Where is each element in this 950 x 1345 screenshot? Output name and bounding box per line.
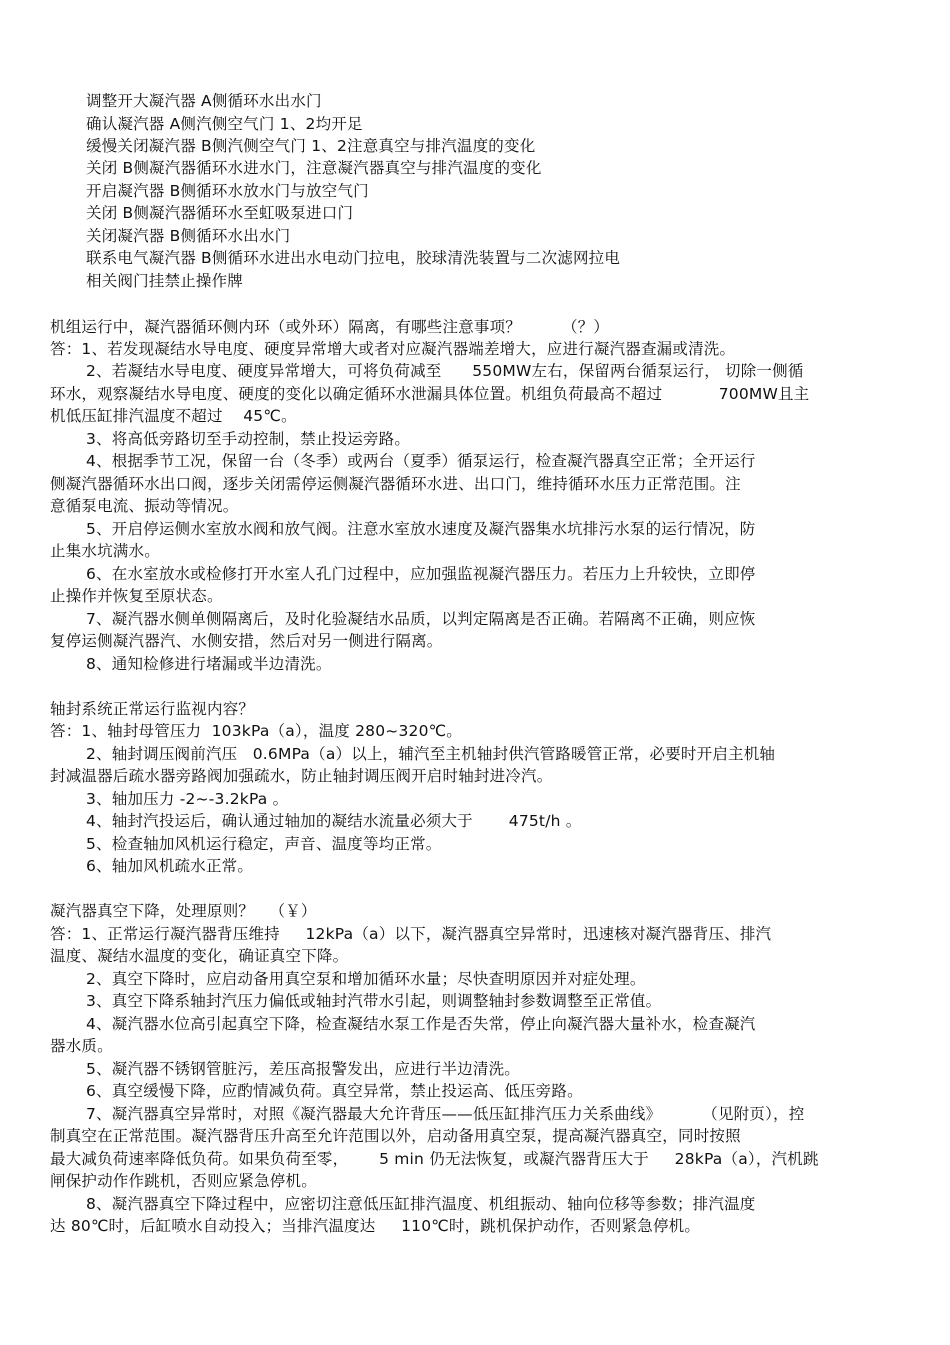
- text-line: 确认凝汽器 A侧汽侧空气门 1、2均开足: [86, 115, 363, 133]
- text-line: 缓慢关闭凝汽器 B侧汽侧空气门 1、2注意真空与排汽温度的变化: [86, 137, 536, 155]
- question-heading: 轴封系统正常运行监视内容？: [50, 700, 255, 718]
- text-line: 6、轴加风机疏水正常。: [86, 857, 254, 875]
- text-line: 调整开大凝汽器 A侧循环水出水门: [86, 92, 322, 110]
- text-line: 5、凝汽器不锈钢管脏污，差压高报警发出，应进行半边清洗。: [86, 1060, 520, 1078]
- text-line: 3、轴加压力 -2~-3.2kPa 。: [86, 790, 289, 808]
- text-line: 器水质。: [50, 1037, 113, 1055]
- text-line: 5、开启停运侧水室放水阀和放气阀。注意水室放水速度及凝汽器集水坑排污水泵的运行情况，防: [86, 520, 756, 538]
- text-line: 制真空在正常范围。凝汽器背压升高至允许范围以外，启动备用真空泵，提高凝汽器真空，同时按照: [50, 1127, 741, 1145]
- text-line: 7、凝汽器水侧单侧隔离后，及时化验凝结水品质，以判定隔离是否正确。若隔离不正确，则应恢: [86, 610, 756, 628]
- text-line: 止操作并恢复至原状态。: [50, 587, 223, 605]
- text-line: 2、若凝结水导电度、硬度异常增大，可将负荷减至 550MW左右，保留两台循泵运行， 切除一侧循: [86, 362, 804, 380]
- text-line: 4、轴封汽投运后，确认通过轴加的凝结水流量必须大于 475t/h 。: [86, 812, 582, 830]
- answer-line: 答：1、若发现凝结水导电度、硬度异常增大或者对应凝汽器端差增大，应进行凝汽器查漏或清洗。: [50, 340, 736, 358]
- text-line: 3、真空下降系轴封汽压力偏低或轴封汽带水引起，则调整轴封参数调整至正常值。: [86, 992, 662, 1010]
- text-line: 4、根据季节工况，保留一台（冬季）或两台（夏季）循泵运行，检查凝汽器真空正常；全开运行: [86, 452, 756, 470]
- text-line: 8、凝汽器真空下降过程中，应密切注意低压缸排汽温度、机组振动、轴向位移等参数；排汽温度: [86, 1195, 756, 1213]
- text-line: 4、凝汽器水位高引起真空下降，检查凝结水泵工作是否失常，停止向凝汽器大量补水，检查凝汽: [86, 1015, 756, 1033]
- text-line: 6、在水室放水或检修打开水室人孔门过程中，应加强监视凝汽器压力。若压力上升较快，立即停: [86, 565, 756, 583]
- text-line: 2、轴封调压阀前汽压 0.6MPa（a）以上，辅汽至主机轴封供汽管路暖管正常，必要时开启主机轴: [86, 745, 776, 763]
- answer-line: 答：1、轴封母管压力 103kPa（a），温度 280~320℃。: [50, 722, 462, 740]
- text-line: 联系电气凝汽器 B侧循环水进出水电动门拉电，胶球清洗装置与二次滤网拉电: [86, 249, 621, 267]
- text-line: 开启凝汽器 B侧循环水放水门与放空气门: [86, 182, 369, 200]
- question-heading: 机组运行中，凝汽器循环侧内环（或外环）隔离，有哪些注意事项？ （？）: [50, 318, 610, 336]
- text-line: 环水，观察凝结水导电度、硬度的变化以确定循环水泄漏具体位置。机组负荷最高不超过 700MW且主: [50, 385, 810, 403]
- text-line: 温度、凝结水温度的变化，确证真空下降。: [50, 947, 349, 965]
- text-line: 达 80℃时，后缸喷水自动投入；当排汽温度达 110℃时，跳机保护动作，否则紧急停机。: [50, 1217, 701, 1235]
- text-line: 止集水坑满水。: [50, 542, 160, 560]
- text-line: 8、通知检修进行堵漏或半边清洗。: [86, 655, 332, 673]
- text-line: 关闭 B侧凝汽器循环水进水门，注意凝汽器真空与排汽温度的变化: [86, 159, 542, 177]
- answer-line: 答：1、正常运行凝汽器背压维持 12kPa（a）以下，凝汽器真空异常时，迅速核对凝汽器背压、排汽: [50, 925, 772, 943]
- question-heading: 凝汽器真空下降，处理原则？ （￥）: [50, 902, 317, 920]
- text-line: 最大减负荷速率降低负荷。如果负荷至零， 5 min 仍无法恢复，或凝汽器背压大于 28kPa（a），汽机跳: [50, 1150, 819, 1168]
- text-line: 7、凝汽器真空异常时，对照《凝汽器最大允许背压——低压缸排汽压力关系曲线》 （见附页），控: [86, 1105, 805, 1123]
- text-line: 6、真空缓慢下降，应酌情减负荷。真空异常，禁止投运高、低压旁路。: [86, 1082, 583, 1100]
- text-line: 侧凝汽器循环水出口阀，逐步关闭需停运侧凝汽器循环水进、出口门，维持循环水压力正常范围。注: [50, 475, 741, 493]
- text-line: 关闭凝汽器 B侧循环水出水门: [86, 227, 291, 245]
- text-line: 5、检查轴加风机运行稳定，声音、温度等均正常。: [86, 835, 442, 853]
- text-line: 复停运侧凝汽器汽、水侧安措，然后对另一侧进行隔离。: [50, 632, 443, 650]
- text-line: 机低压缸排汽温度不超过 45℃。: [50, 407, 297, 425]
- text-line: 关闭 B侧凝汽器循环水至虹吸泵进口门: [86, 204, 354, 222]
- text-line: 闸保护动作作跳机，否则应紧急停机。: [50, 1172, 317, 1190]
- text-line: 意循泵电流、振动等情况。: [50, 497, 239, 515]
- text-line: 3、将高低旁路切至手动控制，禁止投运旁路。: [86, 430, 411, 448]
- text-line: 相关阀门挂禁止操作牌: [86, 272, 244, 290]
- text-line: 2、真空下降时，应启动备用真空泵和增加循环水量；尽快查明原因并对症处理。: [86, 970, 646, 988]
- text-line: 封减温器后疏水器旁路阀加强疏水，防止轴封调压阀开启时轴封进冷汽。: [50, 767, 553, 785]
